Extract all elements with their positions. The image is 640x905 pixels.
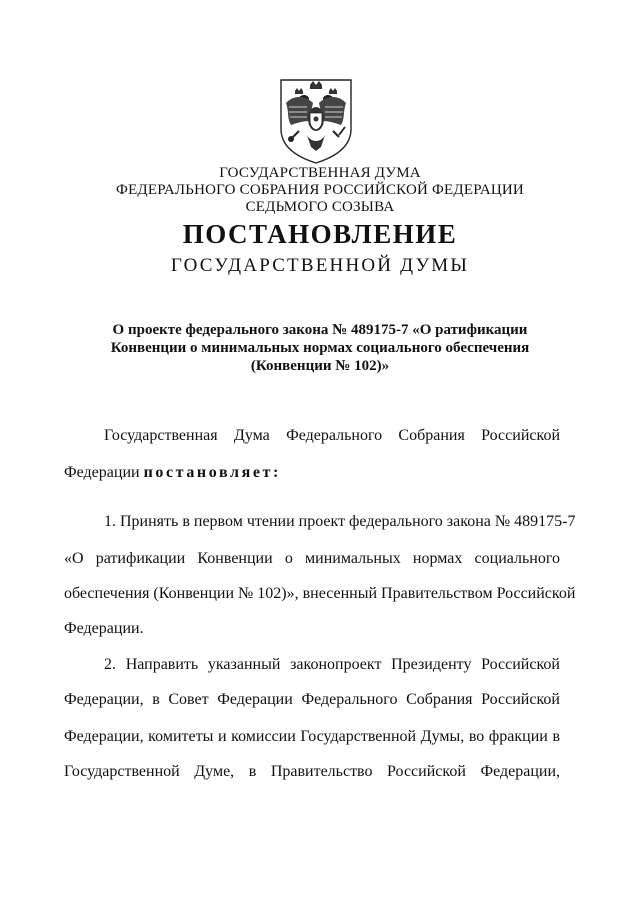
subject-line-3: (Конвенции № 102)» [250,358,390,374]
header-line-2: ФЕДЕРАЛЬНОГО СОБРАНИЯ РОССИЙСКОЙ ФЕДЕРАЦИИ [116,182,524,198]
item1-line-1: 1. Принять в первом чтении проект федерального закона № 489175-7 [104,513,576,530]
item2-line-4: Государственной Думе, в Правительство Российской Федерации, [64,763,560,780]
preamble-start: Федерации [64,464,140,481]
header-line-3: СЕДЬМОГО СОЗЫВА [245,199,395,215]
document-subtitle: ГОСУДАРСТВЕННОЙ ДУМЫ [170,255,470,276]
item1-line-3: обеспечения (Конвенции № 102)», внесенный Правительством Российской [64,585,576,602]
subject-line-1: О проекте федерального закона № 489175-7 «О ратификации [112,322,528,338]
item1-line-2: «О ратификации Конвенции о минимальных нормах социального [64,550,560,567]
item2-line-3: Федерации, комитеты и комиссии Государственной Думы, во фракции в [64,728,560,745]
subject-line-2: Конвенции о минимальных нормах социального обеспечения [110,340,530,356]
item2-line-2: Федерации, в Совет Федерации Федерального Собрания Российской [64,691,560,708]
coat-of-arms-icon [277,77,355,165]
document-title: ПОСТАНОВЛЕНИЕ [182,219,458,249]
item2-line-1: 2. Направить указанный законопроект Президенту Российской [104,656,560,673]
preamble-line-2 [64,463,281,483]
item1-line-4: Федерации. [64,620,144,637]
preamble-line-1: Государственная Дума Федерального Собрания Российской [104,427,560,444]
preamble-emphasis: постановляет: [143,464,281,481]
document-subject [60,321,580,375]
header-line-1: ГОСУДАРСТВЕННАЯ ДУМА [219,165,421,181]
